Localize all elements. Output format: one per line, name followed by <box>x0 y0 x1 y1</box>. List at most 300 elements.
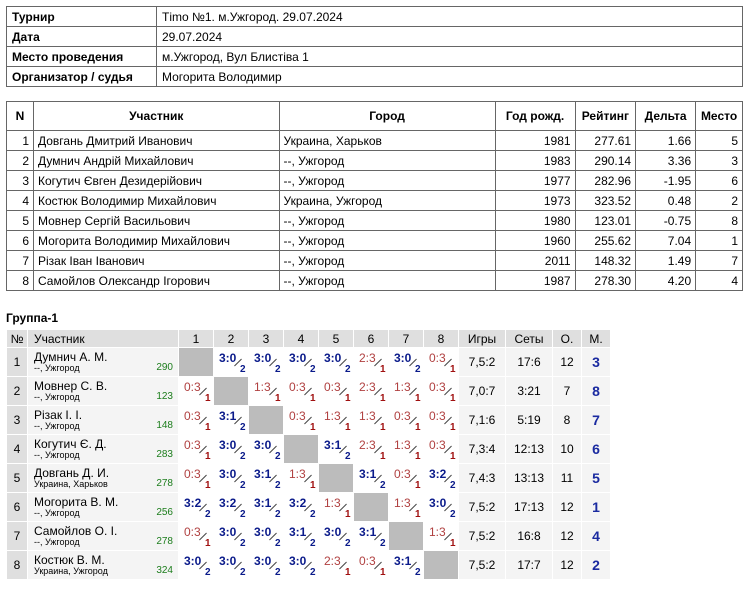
group-player-cell <box>28 348 179 377</box>
result-cell <box>214 551 249 580</box>
final-place: 1 <box>582 493 611 522</box>
final-place: 4 <box>582 522 611 551</box>
participant-cell: 1980 <box>495 211 575 231</box>
match-points: 2 <box>240 422 246 433</box>
participant-cell: 323.52 <box>575 191 636 211</box>
match-score: 3:0 <box>394 351 412 365</box>
match-points: 1 <box>205 451 211 462</box>
match-score: 1:3 <box>289 467 306 481</box>
result-cell <box>389 348 424 377</box>
points-total: 10 <box>553 435 582 464</box>
player-rating: 123 <box>156 391 173 402</box>
result-cell <box>179 377 214 406</box>
match-points: 1 <box>310 393 316 404</box>
match-score: 3:0 <box>184 554 202 568</box>
participant-cell: 278.30 <box>575 271 636 291</box>
participant-cell: 3 <box>7 171 34 191</box>
sets-total: 17:13 <box>506 493 553 522</box>
result-cell <box>249 551 284 580</box>
group-player-cell <box>28 551 179 580</box>
participant-cell: 1.66 <box>636 131 696 151</box>
result-cell <box>284 406 319 435</box>
result-cell <box>179 464 214 493</box>
result-cell <box>179 551 214 580</box>
result-cell <box>179 522 214 551</box>
result-cell <box>424 377 459 406</box>
participant-cell: Мовнер Сергій Васильович <box>34 211 280 231</box>
participant-cell: 1 <box>696 231 743 251</box>
match-score: 3:1 <box>394 554 412 568</box>
match-score: 0:3 <box>184 525 201 539</box>
participant-cell: 4 <box>696 271 743 291</box>
result-cell <box>284 348 319 377</box>
match-points: 1 <box>450 422 456 433</box>
participant-cell: -0.75 <box>636 211 696 231</box>
player-name: Довгань Д. И. <box>34 466 110 480</box>
player-city: --, Ужгород <box>34 363 80 373</box>
participant-cell: --, Ужгород <box>279 211 495 231</box>
match-score: 1:3 <box>254 380 271 394</box>
player-rating: 256 <box>156 507 173 518</box>
participant-cell: 1983 <box>495 151 575 171</box>
participant-row <box>7 131 743 151</box>
sets-total: 17:6 <box>506 348 553 377</box>
info-row <box>7 67 743 87</box>
match-score: 0:3 <box>184 467 201 481</box>
info-value: Могорита Володимир <box>157 67 743 87</box>
match-points: 2 <box>345 364 351 375</box>
player-name: Думнич А. М. <box>34 350 108 364</box>
group-row <box>7 522 611 551</box>
result-cell <box>284 464 319 493</box>
diagonal-cell <box>284 435 319 464</box>
match-score: 2:3 <box>359 380 376 394</box>
match-points: 1 <box>450 538 456 549</box>
participant-cell: -1.95 <box>636 171 696 191</box>
match-points: 1 <box>450 393 456 404</box>
final-place: 5 <box>582 464 611 493</box>
group-header: 1 <box>179 330 214 348</box>
group-player-cell <box>28 406 179 435</box>
group-player-cell <box>28 464 179 493</box>
info-row <box>7 47 743 67</box>
participants-header: Дельта <box>636 102 696 131</box>
player-city: Украина, Ужгород <box>34 566 108 576</box>
group-row <box>7 551 611 580</box>
result-cell <box>284 551 319 580</box>
result-cell <box>389 551 424 580</box>
participant-row <box>7 251 743 271</box>
player-city: --, Ужгород <box>34 421 80 431</box>
result-cell <box>214 464 249 493</box>
result-cell <box>319 551 354 580</box>
match-points: 2 <box>310 509 316 520</box>
result-cell <box>389 464 424 493</box>
match-points: 2 <box>275 538 281 549</box>
participant-cell: 1981 <box>495 131 575 151</box>
match-points: 2 <box>415 364 421 375</box>
participant-cell: 6 <box>696 171 743 191</box>
participants-header: N <box>7 102 34 131</box>
match-points: 2 <box>310 567 316 578</box>
result-cell <box>179 406 214 435</box>
participants-table <box>6 101 743 291</box>
diagonal-cell <box>354 493 389 522</box>
info-value: м.Ужгород, Вул Блистіва 1 <box>157 47 743 67</box>
match-score: 3:2 <box>219 496 237 510</box>
result-cell <box>214 522 249 551</box>
match-score: 3:1 <box>359 467 377 481</box>
result-cell <box>424 464 459 493</box>
result-cell <box>284 522 319 551</box>
match-points: 2 <box>310 538 316 549</box>
group-header: Участник <box>28 330 179 348</box>
match-score: 3:2 <box>289 496 307 510</box>
result-cell <box>354 406 389 435</box>
group-row-number: 5 <box>7 464 28 493</box>
match-points: 2 <box>345 451 351 462</box>
match-score: 3:0 <box>219 554 237 568</box>
result-cell <box>354 551 389 580</box>
participant-cell: --, Ужгород <box>279 151 495 171</box>
group-row <box>7 348 611 377</box>
match-points: 1 <box>380 422 386 433</box>
player-name: Костюк В. М. <box>34 553 105 567</box>
sets-total: 16:8 <box>506 522 553 551</box>
participant-cell: 5 <box>696 131 743 151</box>
participant-cell: 255.62 <box>575 231 636 251</box>
group-player-cell <box>28 435 179 464</box>
diagonal-cell <box>389 522 424 551</box>
games-total: 7,0:7 <box>459 377 506 406</box>
sets-total: 13:13 <box>506 464 553 493</box>
sets-total: 17:7 <box>506 551 553 580</box>
match-score: 2:3 <box>359 438 376 452</box>
group-player-cell <box>28 493 179 522</box>
result-cell <box>319 522 354 551</box>
group-row <box>7 377 611 406</box>
match-points: 1 <box>415 509 421 520</box>
diagonal-cell <box>319 464 354 493</box>
games-total: 7,3:4 <box>459 435 506 464</box>
result-cell <box>179 493 214 522</box>
result-cell <box>284 493 319 522</box>
group-row-number: 7 <box>7 522 28 551</box>
match-score: 0:3 <box>429 351 446 365</box>
participant-cell: 1.49 <box>636 251 696 271</box>
match-score: 0:3 <box>289 409 306 423</box>
match-score: 0:3 <box>429 409 446 423</box>
participant-cell: 7 <box>696 251 743 271</box>
participant-cell: Самойлов Олександр Ігорович <box>34 271 280 291</box>
match-points: 1 <box>380 567 386 578</box>
result-cell <box>249 435 284 464</box>
match-score: 0:3 <box>184 380 201 394</box>
match-points: 2 <box>275 451 281 462</box>
final-place: 3 <box>582 348 611 377</box>
diagonal-cell <box>249 406 284 435</box>
match-score: 3:0 <box>219 351 237 365</box>
match-score: 3:2 <box>184 496 202 510</box>
result-cell <box>179 435 214 464</box>
group-row-number: 1 <box>7 348 28 377</box>
participant-cell: Довгань Дмитрий Иванович <box>34 131 280 151</box>
player-name: Могорита В. М. <box>34 495 119 509</box>
info-label: Организатор / судья <box>7 67 157 87</box>
match-score: 3:1 <box>359 525 377 539</box>
participants-header: Рейтинг <box>575 102 636 131</box>
participant-cell: 8 <box>696 211 743 231</box>
participant-cell: 5 <box>7 211 34 231</box>
participant-cell: 2 <box>696 191 743 211</box>
match-points: 2 <box>380 480 386 491</box>
participant-row <box>7 211 743 231</box>
match-points: 1 <box>415 451 421 462</box>
match-score: 0:3 <box>429 438 446 452</box>
result-cell <box>389 406 424 435</box>
match-points: 1 <box>205 393 211 404</box>
group-header: О. <box>553 330 582 348</box>
match-points: 2 <box>275 509 281 520</box>
participants-header: Место <box>696 102 743 131</box>
participant-cell: 8 <box>7 271 34 291</box>
result-cell <box>354 348 389 377</box>
match-points: 1 <box>415 480 421 491</box>
match-points: 2 <box>205 509 211 520</box>
participant-cell: 282.96 <box>575 171 636 191</box>
sets-total: 5:19 <box>506 406 553 435</box>
group-header: 5 <box>319 330 354 348</box>
final-place: 2 <box>582 551 611 580</box>
match-score: 3:0 <box>324 351 342 365</box>
player-rating: 278 <box>156 536 173 547</box>
tournament-info-table <box>6 6 743 87</box>
participant-cell: --, Ужгород <box>279 271 495 291</box>
player-rating: 290 <box>156 362 173 373</box>
participant-cell: 2 <box>7 151 34 171</box>
points-total: 12 <box>553 493 582 522</box>
group-header: Игры <box>459 330 506 348</box>
games-total: 7,1:6 <box>459 406 506 435</box>
player-name: Самойлов О. І. <box>34 524 118 538</box>
group-header: М. <box>582 330 611 348</box>
match-score: 3:0 <box>219 467 237 481</box>
info-label: Турнир <box>7 7 157 27</box>
group-row <box>7 493 611 522</box>
group-player-cell <box>28 522 179 551</box>
match-score: 0:3 <box>394 467 411 481</box>
participant-cell: 1960 <box>495 231 575 251</box>
info-label: Дата <box>7 27 157 47</box>
group-header: Сеты <box>506 330 553 348</box>
match-points: 1 <box>450 451 456 462</box>
result-cell <box>354 522 389 551</box>
group-row-number: 3 <box>7 406 28 435</box>
match-points: 2 <box>275 364 281 375</box>
match-points: 2 <box>240 567 246 578</box>
result-cell <box>354 435 389 464</box>
result-cell <box>319 348 354 377</box>
match-points: 1 <box>415 422 421 433</box>
points-total: 11 <box>553 464 582 493</box>
match-score: 1:3 <box>429 525 446 539</box>
match-points: 1 <box>345 567 351 578</box>
match-points: 2 <box>205 567 211 578</box>
match-points: 1 <box>380 393 386 404</box>
group-row-number: 4 <box>7 435 28 464</box>
match-score: 0:3 <box>394 409 411 423</box>
info-row <box>7 27 743 47</box>
match-points: 2 <box>450 480 456 491</box>
match-score: 0:3 <box>359 554 376 568</box>
result-cell <box>319 406 354 435</box>
player-city: --, Ужгород <box>34 450 80 460</box>
player-city: Украина, Харьков <box>34 479 108 489</box>
participant-cell: 123.01 <box>575 211 636 231</box>
match-score: 0:3 <box>429 380 446 394</box>
participant-cell: 3 <box>696 151 743 171</box>
match-score: 3:1 <box>254 496 272 510</box>
player-rating: 148 <box>156 420 173 431</box>
group-row-number: 8 <box>7 551 28 580</box>
player-name: Когутич Є. Д. <box>34 437 107 451</box>
sets-total: 3:21 <box>506 377 553 406</box>
result-cell <box>214 348 249 377</box>
result-cell <box>249 522 284 551</box>
result-cell <box>214 406 249 435</box>
participant-row <box>7 231 743 251</box>
match-points: 2 <box>240 480 246 491</box>
final-place: 6 <box>582 435 611 464</box>
group-row <box>7 406 611 435</box>
match-score: 0:3 <box>184 438 201 452</box>
participant-cell: --, Ужгород <box>279 171 495 191</box>
group-header: 6 <box>354 330 389 348</box>
participant-cell: 1977 <box>495 171 575 191</box>
participant-cell: 277.61 <box>575 131 636 151</box>
result-cell <box>214 493 249 522</box>
games-total: 7,5:2 <box>459 348 506 377</box>
match-score: 3:1 <box>254 467 272 481</box>
match-score: 2:3 <box>324 554 341 568</box>
participant-cell: Костюк Володимир Михайлович <box>34 191 280 211</box>
player-rating: 324 <box>156 565 173 576</box>
group-header: 4 <box>284 330 319 348</box>
group-header: 3 <box>249 330 284 348</box>
result-cell <box>319 435 354 464</box>
match-score: 3:0 <box>254 351 272 365</box>
group-header: № <box>7 330 28 348</box>
match-score: 3:1 <box>219 409 237 423</box>
points-total: 12 <box>553 551 582 580</box>
result-cell <box>389 377 424 406</box>
participant-cell: 0.48 <box>636 191 696 211</box>
result-cell <box>284 377 319 406</box>
match-points: 1 <box>205 538 211 549</box>
participant-row <box>7 191 743 211</box>
participant-cell: 4.20 <box>636 271 696 291</box>
match-points: 1 <box>415 393 421 404</box>
player-name: Різак І. І. <box>34 408 83 422</box>
participant-cell: 4 <box>7 191 34 211</box>
match-points: 1 <box>310 422 316 433</box>
participant-cell: --, Ужгород <box>279 251 495 271</box>
result-cell <box>424 348 459 377</box>
result-cell <box>424 435 459 464</box>
match-score: 3:0 <box>289 554 307 568</box>
match-points: 1 <box>205 480 211 491</box>
points-total: 8 <box>553 406 582 435</box>
diagonal-cell <box>179 348 214 377</box>
info-value: 29.07.2024 <box>157 27 743 47</box>
final-place: 8 <box>582 377 611 406</box>
participant-cell: 1 <box>7 131 34 151</box>
match-score: 3:1 <box>324 438 342 452</box>
player-city: --, Ужгород <box>34 392 80 402</box>
match-score: 3:0 <box>254 525 272 539</box>
match-score: 1:3 <box>394 438 411 452</box>
participant-row <box>7 151 743 171</box>
info-value: Тimo №1. м.Ужгород. 29.07.2024 <box>157 7 743 27</box>
participant-cell: Украина, Харьков <box>279 131 495 151</box>
match-score: 1:3 <box>359 409 376 423</box>
info-row <box>7 7 743 27</box>
match-points: 2 <box>275 567 281 578</box>
match-score: 1:3 <box>324 496 341 510</box>
group-title: Группа-1 <box>6 311 59 325</box>
match-points: 1 <box>345 509 351 520</box>
sets-total: 12:13 <box>506 435 553 464</box>
result-cell <box>354 377 389 406</box>
games-total: 7,5:2 <box>459 551 506 580</box>
match-points: 1 <box>380 364 386 375</box>
games-total: 7,5:2 <box>459 522 506 551</box>
result-cell <box>249 377 284 406</box>
match-points: 2 <box>240 364 246 375</box>
participant-cell: 148.32 <box>575 251 636 271</box>
match-points: 2 <box>380 538 386 549</box>
player-city: --, Ужгород <box>34 508 80 518</box>
participants-header: Город <box>279 102 495 131</box>
match-score: 2:3 <box>359 351 376 365</box>
participant-cell: 1987 <box>495 271 575 291</box>
match-points: 1 <box>205 422 211 433</box>
match-score: 1:3 <box>394 380 411 394</box>
diagonal-cell <box>424 551 459 580</box>
result-cell <box>354 464 389 493</box>
match-points: 2 <box>240 451 246 462</box>
result-cell <box>424 493 459 522</box>
participant-cell: 3.36 <box>636 151 696 171</box>
participant-cell: 7 <box>7 251 34 271</box>
match-points: 2 <box>240 538 246 549</box>
participant-cell: Могорита Володимир Михайлович <box>34 231 280 251</box>
result-cell <box>424 522 459 551</box>
match-score: 0:3 <box>289 380 306 394</box>
match-score: 1:3 <box>324 409 341 423</box>
match-score: 0:3 <box>184 409 201 423</box>
player-city: --, Ужгород <box>34 537 80 547</box>
match-points: 2 <box>415 567 421 578</box>
player-rating: 283 <box>156 449 173 460</box>
result-cell <box>249 464 284 493</box>
participant-cell: --, Ужгород <box>279 231 495 251</box>
participant-row <box>7 171 743 191</box>
match-points: 1 <box>275 393 281 404</box>
match-points: 2 <box>275 480 281 491</box>
result-cell <box>249 348 284 377</box>
result-cell <box>319 377 354 406</box>
